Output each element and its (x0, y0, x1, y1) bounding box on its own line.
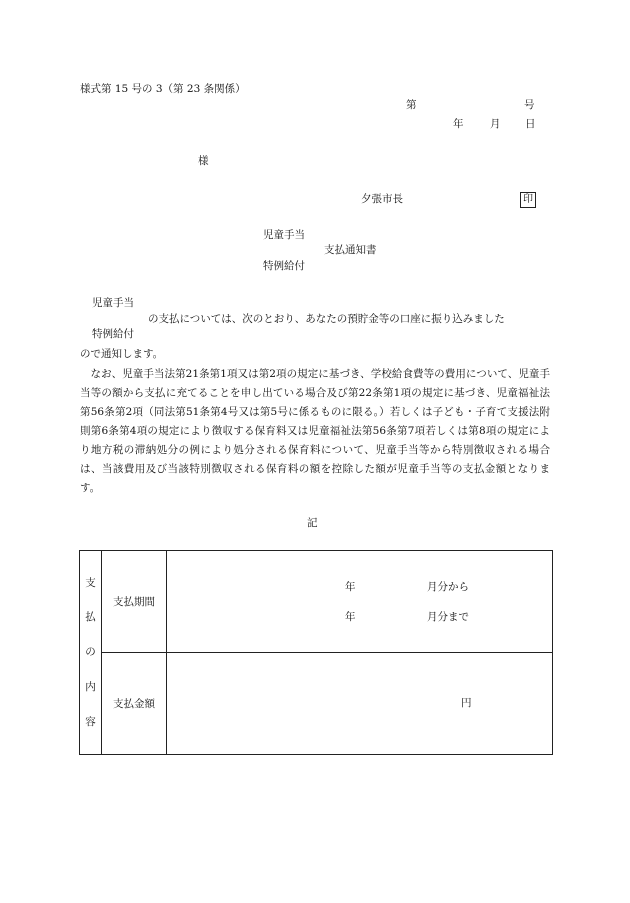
intro-upper: 児童手当 (92, 297, 134, 309)
note-text: なお、児童手当法第21条第1項又は第2項の規定に基づき、学校給食費等の費用について、児童手当等の額から支払に充てることを申し出ている場合及び第22条第1項の規定に基づき、児童福祉法第56条第2項（同法第51条第4号又は第5号に係るものに限る。）若しくは子ども・子育て支援法附則第6条第4項の規定により徴収する保育料又は児童福祉法第56条第7項若しくは第8項の規定により地方税の滞納処分の例により処分される保育料について、児童手当等から特別徴収される場合は、当該費用及び当該特別徴収される保育料の額を控除した額が児童手当等の支払金額となります。 (80, 368, 550, 494)
seal-box: 印 (520, 192, 536, 208)
addressee-suffix: 様 (198, 155, 209, 167)
title-upper: 児童手当 (263, 229, 305, 241)
date-month: 月 (490, 118, 501, 130)
payment-amount-label: 支払金額 (102, 653, 167, 755)
payment-period-label: 支払期間 (102, 551, 167, 653)
period-from-year: 年 (345, 581, 356, 593)
ki-heading: 記 (307, 517, 318, 529)
note-paragraph (80, 365, 550, 498)
side-char: 内 (85, 681, 96, 694)
period-from-month: 月分から (427, 581, 469, 593)
side-char: の (85, 646, 96, 659)
intro-lower: 特例給付 (92, 328, 134, 340)
payment-details-table (79, 550, 553, 755)
side-char: 容 (85, 716, 96, 728)
form-number: 様式第 15 号の 3（第 23 条関係） (80, 83, 246, 95)
number-dai: 第 (406, 99, 417, 111)
amount-unit: 円 (461, 697, 472, 709)
period-to-year: 年 (345, 611, 356, 623)
date-year: 年 (453, 118, 464, 130)
issuer-name: 夕張市長 (361, 193, 403, 205)
side-char: 支 (85, 576, 96, 589)
document-title: 支払通知書 (324, 244, 377, 256)
title-lower: 特例給付 (263, 260, 305, 272)
intro-line2: ので通知します。 (80, 348, 164, 360)
date-day: 日 (525, 118, 536, 130)
side-char: 払 (85, 611, 96, 624)
side-label (80, 578, 101, 728)
period-to-month: 月分まで (427, 611, 469, 623)
payment-period-value (167, 551, 553, 653)
number-go: 号 (524, 99, 535, 111)
side-label-cell (80, 551, 102, 755)
intro-line1: の支払については、次のとおり、あなたの預貯金等の口座に振り込みました (148, 313, 505, 325)
payment-amount-value (167, 653, 553, 755)
